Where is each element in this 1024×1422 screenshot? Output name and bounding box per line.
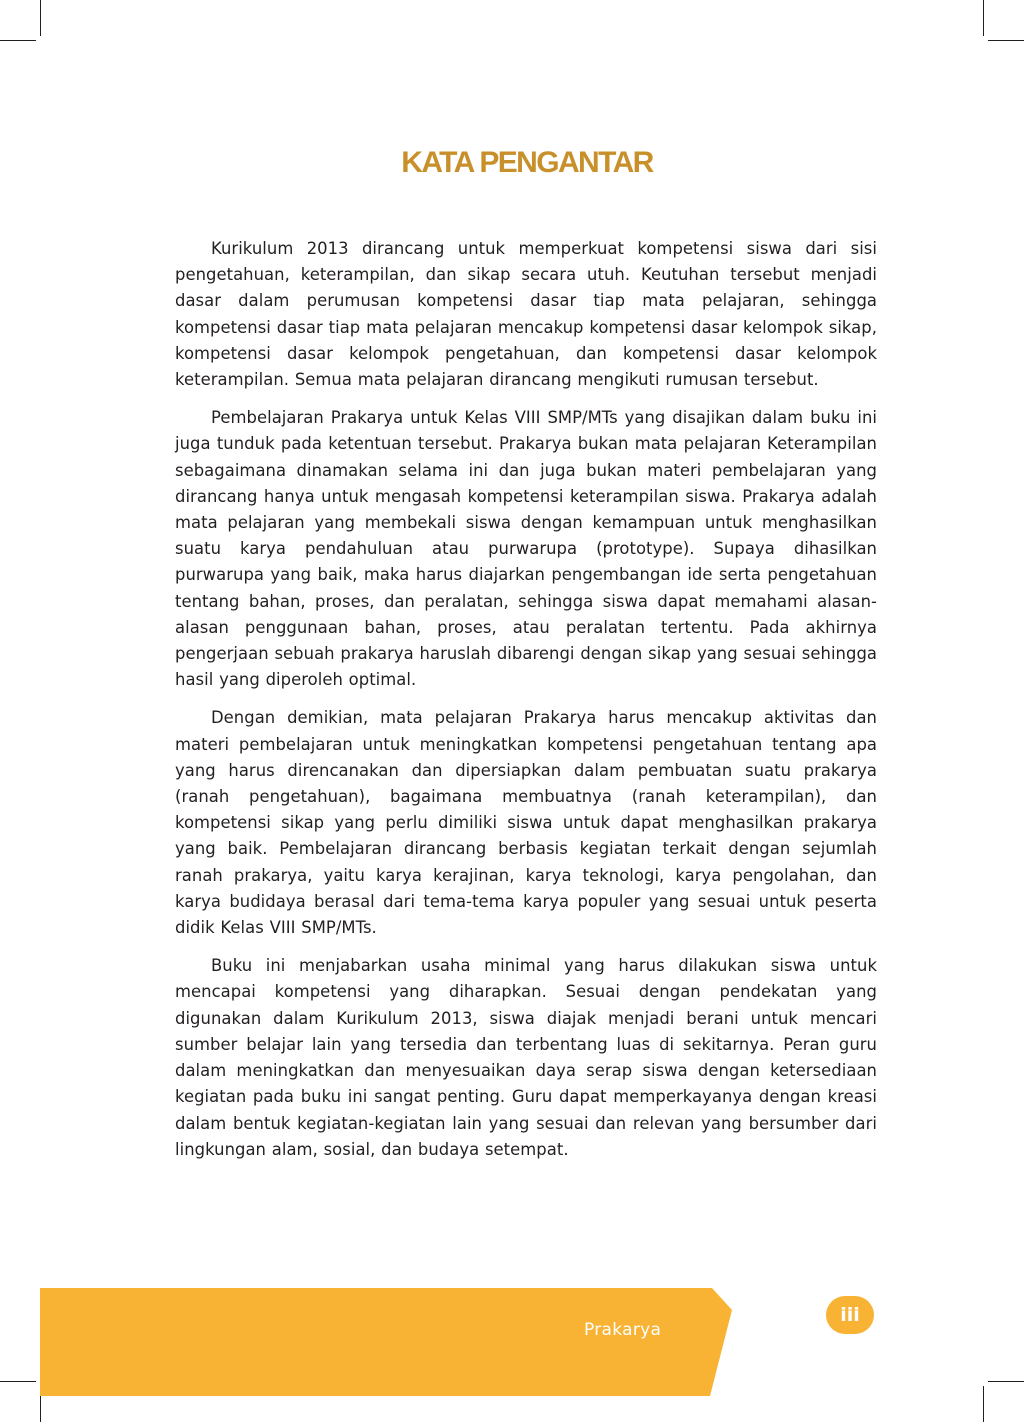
- paragraph-4: Buku ini menjabarkan usaha minimal yang harus dilakukan siswa untuk mencapai kompetensi yang diharapkan. Sesuai dengan pendekatan yang digunakan dalam Kurikulum 2013, siswa diajak menjadi berani untuk mencari sumber belajar lain yang tersedia dan terbentang luas di sekitarnya. Peran guru dalam meningkatkan dan menyesuaikan daya serap siswa dengan ketersediaan kegiatan pada buku ini sangat penting. Guru dapat memperkayanya dengan kreasi dalam bentuk kegiatan-kegiatan lain yang sesuai dan relevan yang bersumber dari lingkungan alam, sosial, dan budaya setempat.: [175, 956, 877, 1159]
- crop-mark-top-left-v: [40, 0, 41, 36]
- crop-mark-top-right-v: [983, 0, 984, 36]
- crop-mark-top-right-h: [988, 40, 1024, 41]
- crop-mark-bottom-right-h: [988, 1381, 1024, 1382]
- paragraph-3: Dengan demikian, mata pelajaran Prakarya harus mencakup aktivitas dan materi pembelajaran untuk meningkatkan kompetensi pengetahuan tentang apa yang harus direncanakan dan dipersiapkan dalam pembuatan suatu prakarya (ranah pengetahuan), bagaimana membuatnya (ranah keterampilan), dan kompetensi sikap yang perlu dimiliki siswa untuk dapat menghasilkan prakarya yang baik. Pembelajaran dirancang berbasis kegiatan terkait dengan sejumlah ranah prakarya, yaitu karya kerajinan, karya teknologi, karya pengolahan, dan karya budidaya berasal dari tema-tema karya populer yang sesuai untuk peserta didik Kelas VIII SMP/MTs.: [175, 708, 877, 938]
- page-number-badge: iii: [826, 1296, 874, 1334]
- crop-mark-top-left-h: [0, 40, 36, 41]
- footer-book-title: Prakarya: [584, 1320, 662, 1340]
- crop-mark-bottom-right-v: [983, 1386, 984, 1422]
- paragraph-1: Kurikulum 2013 dirancang untuk memperkuat kompetensi siswa dari sisi pengetahuan, keterampilan, dan sikap secara utuh. Keutuhan tersebut menjadi dasar dalam perumusan kompetensi dasar tiap mata pelajaran, sehingga kompetensi dasar tiap mata pelajaran mencakup kompetensi dasar kelompok sikap, kompetensi dasar kelompok pengetahuan, dan kompetensi dasar kelompok keterampilan. Semua mata pelajaran dirancang mengikuti rumusan tersebut.: [175, 239, 877, 390]
- preface-body: [175, 236, 877, 1175]
- crop-mark-bottom-left-h: [0, 1381, 36, 1382]
- page-title: KATA PENGANTAR: [401, 146, 653, 179]
- paragraph-2: Pembelajaran Prakarya untuk Kelas VIII SMP/MTs yang disajikan dalam buku ini juga tunduk pada ketentuan tersebut. Prakarya bukan mata pelajaran Keterampilan sebagaimana dinamakan selama ini dan juga bukan materi pembelajaran yang dirancang hanya untuk mengasah kompetensi keterampilan siswa. Prakarya adalah mata pelajaran yang membekali siswa dengan kemampuan untuk menghasilkan suatu karya pendahuluan atau purwarupa (prototype). Supaya dihasilkan purwarupa yang baik, maka harus diajarkan pengembangan ide serta pengetahuan tentang bahan, proses, dan peralatan, sehingga siswa dapat memahami alasan-alasan penggunaan bahan, proses, atau peralatan tertentu. Pada akhirnya pengerjaan sebuah prakarya haruslah dibarengi dengan sikap yang sesuai sehingga hasil yang diperoleh optimal.: [175, 408, 877, 690]
- footer-bar: [40, 1288, 740, 1396]
